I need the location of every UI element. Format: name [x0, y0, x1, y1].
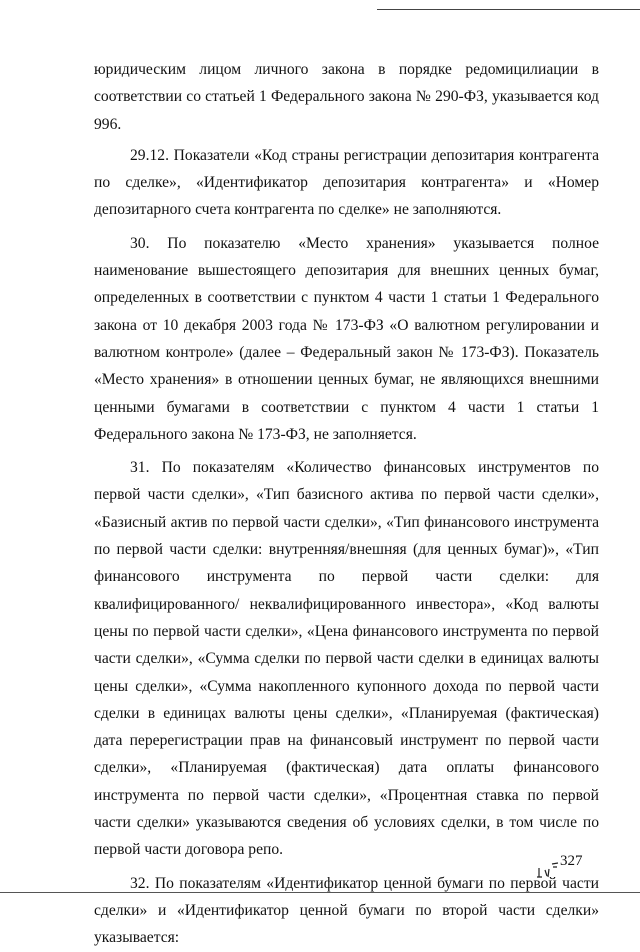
handwritten-mark-icon [536, 858, 560, 880]
page-number: 327 [560, 853, 583, 869]
document-page [94, 56, 599, 952]
bottom-rule [0, 892, 640, 893]
top-rule [377, 9, 640, 10]
paragraph-30: 30. По показателю «Место хранения» указывается полное наименование вышестоящего депозитария для внешних ценных бумаг, определенных в соответствии с пунктом 4 части 1 статьи 1 Федерального закона от 10 декабря 2003 года № 173-ФЗ «О валютном регулировании и валютном контроле» (далее – Федеральный закон № 173-ФЗ). Показатель «Место хранения» в отношении ценных бумаг, не являющихся внешними ценными бумагами в соответствии с пунктом 4 части 1 статьи 1 Федерального закона № 173-ФЗ, не заполняется. [94, 234, 599, 443]
paragraph-32: 32. По показателям «Идентификатор ценной бумаги по первой части сделки» и «Идентификатор ценной бумаги по второй части сделки» указывается: [94, 874, 599, 947]
paragraph-continuation: юридическим лицом личного закона в порядке редомицилиации в соответствии со статьей 1 Федерального закона № 290-ФЗ, указывается код 996. [94, 61, 599, 133]
paragraph-31: 31. По показателям «Количество финансовых инструментов по первой части сделки», «Тип базисного актива по первой части сделки», «Базисный актив по первой части сделки», «Тип финансового инструмента по первой части сделки: внутренняя/внешняя (для ценных бумаг)», «Тип финансового инструмента по первой части сделки: для квалифицированного/ неквалифицированного инвестора», «Код валюты цены по первой части сделки», «Цена финансового инструмента по первой части сделки», «Сумма сделки по первой части сделки в единицах валюты цены сделки», «Сумма накопленного купонного дохода по первой части сделки в единицах валюты цены сделки», «Планируемая (фактическая) дата перерегистрации прав на финансовый инструмент по первой части сделки», «Планируемая (фактическая) дата оплаты финансового инструмента по первой части сделки», «Процентная ставка по первой части сделки» указываются сведения об условиях сделки, в том числе по первой части договора репо. [94, 459, 599, 859]
paragraph-29-12: 29.12. Показатели «Код страны регистрации депозитария контрагента по сделке», «Идентификатор депозитария контрагента» и «Номер депозитарного счета контрагента по сделке» не заполняются. [94, 146, 599, 219]
